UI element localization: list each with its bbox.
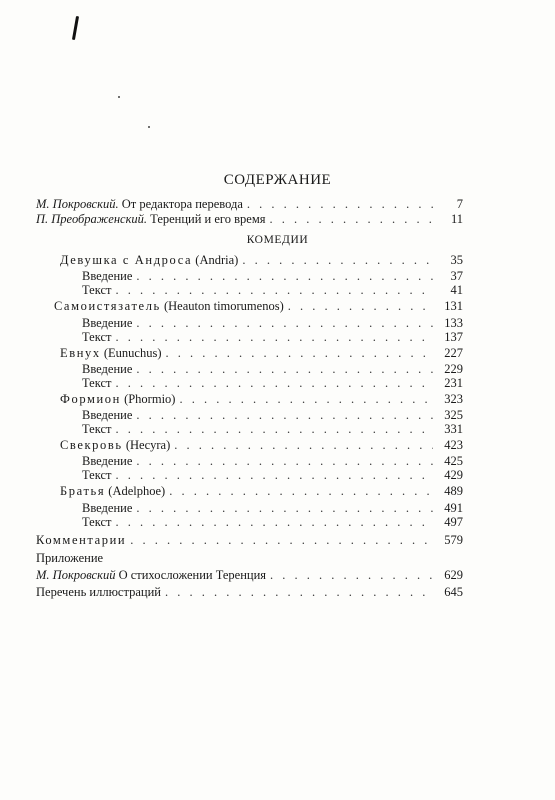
toc-entry-text[interactable] bbox=[82, 514, 463, 530]
appendix-heading: Приложение bbox=[36, 551, 104, 565]
toc-entry-play[interactable] bbox=[54, 298, 463, 314]
toc-entry-text[interactable] bbox=[82, 282, 463, 298]
toc-entry-terence-essay[interactable] bbox=[36, 211, 463, 227]
page-number: 11 bbox=[450, 212, 463, 226]
leader-dots bbox=[270, 567, 433, 583]
page-number: 41 bbox=[450, 283, 463, 297]
section-heading-comedies: КОМЕДИИ bbox=[246, 234, 309, 246]
leader-dots bbox=[269, 211, 433, 227]
page-number: 425 bbox=[444, 454, 463, 468]
page-number: 429 bbox=[444, 468, 463, 482]
leader-dots bbox=[115, 375, 433, 391]
leader-dots bbox=[174, 437, 433, 453]
page-number: 325 bbox=[444, 408, 463, 422]
intro-label: Введение bbox=[82, 501, 133, 515]
entry-author: П. Преображенский. bbox=[36, 212, 148, 226]
leader-dots bbox=[115, 282, 433, 298]
toc-entry-editor-note[interactable] bbox=[36, 196, 463, 212]
handwritten-mark bbox=[72, 16, 79, 40]
leader-dots bbox=[115, 329, 433, 345]
leader-dots bbox=[115, 421, 433, 437]
leader-dots bbox=[288, 298, 433, 314]
toc-entry-text[interactable] bbox=[82, 421, 463, 437]
page-number: 137 bbox=[444, 330, 463, 344]
leader-dots bbox=[130, 532, 433, 548]
print-speck bbox=[118, 96, 120, 98]
illustrations-label: Перечень иллюстраций bbox=[36, 585, 161, 599]
page-number: 331 bbox=[444, 422, 463, 436]
toc-entry-appendix[interactable] bbox=[36, 567, 463, 583]
intro-label: Введение bbox=[82, 316, 133, 330]
page-number: 229 bbox=[444, 362, 463, 376]
leader-dots bbox=[242, 252, 433, 268]
leader-dots bbox=[169, 483, 433, 499]
entry-author: М. Покровский. bbox=[36, 197, 119, 211]
leader-dots bbox=[165, 584, 433, 600]
toc-entry-play[interactable] bbox=[60, 391, 463, 407]
play-latin-title: (Heauton timorumenos) bbox=[163, 299, 284, 313]
page-number: 231 bbox=[444, 376, 463, 390]
page-number: 489 bbox=[444, 484, 463, 498]
toc-entry-play[interactable] bbox=[60, 437, 463, 453]
text-label: Текст bbox=[82, 515, 112, 529]
commentary-label: Комментарии bbox=[36, 533, 127, 547]
play-latin-title: (Hecyra) bbox=[125, 438, 171, 452]
toc-entry-commentary[interactable] bbox=[36, 532, 463, 548]
play-latin-title: (Adelphoe) bbox=[108, 484, 166, 498]
intro-label: Введение bbox=[82, 454, 133, 468]
entry-author: М. Покровский bbox=[36, 568, 116, 582]
page-number: 7 bbox=[456, 197, 463, 211]
text-label: Текст bbox=[82, 330, 112, 344]
page-number: 497 bbox=[444, 515, 463, 529]
intro-label: Введение bbox=[82, 408, 133, 422]
play-title: Братья bbox=[60, 484, 106, 498]
page-number: 37 bbox=[450, 269, 463, 283]
leader-dots bbox=[179, 391, 433, 407]
toc-entry-text[interactable] bbox=[82, 375, 463, 391]
leader-dots bbox=[115, 514, 433, 530]
page-number: 629 bbox=[444, 568, 463, 582]
page-number: 323 bbox=[444, 392, 463, 406]
print-speck bbox=[148, 126, 150, 128]
page-number: 35 bbox=[450, 253, 463, 267]
page-number: 131 bbox=[444, 299, 463, 313]
play-title: Формион bbox=[60, 392, 121, 406]
text-label: Текст bbox=[82, 376, 112, 390]
leader-dots bbox=[115, 467, 433, 483]
play-title: Девушка с Андроса bbox=[60, 253, 193, 267]
page-number: 491 bbox=[444, 501, 463, 515]
entry-title: От редактора перевода bbox=[121, 197, 243, 211]
entry-title: О стихосложении Теренция bbox=[118, 568, 267, 582]
play-title: Свекровь bbox=[60, 438, 123, 452]
toc-entry-play[interactable] bbox=[60, 483, 463, 499]
leader-dots bbox=[247, 196, 433, 212]
toc-entry-illustrations[interactable] bbox=[36, 584, 463, 600]
text-label: Текст bbox=[82, 283, 112, 297]
toc-entry-play[interactable] bbox=[60, 252, 463, 268]
play-latin-title: (Eunuchus) bbox=[103, 346, 162, 360]
page-number: 645 bbox=[444, 585, 463, 599]
intro-label: Введение bbox=[82, 269, 133, 283]
entry-title: Теренций и его время bbox=[150, 212, 266, 226]
intro-label: Введение bbox=[82, 362, 133, 376]
toc-entry-text[interactable] bbox=[82, 467, 463, 483]
play-latin-title: (Andria) bbox=[195, 253, 239, 267]
toc-heading: СОДЕРЖАНИЕ bbox=[223, 172, 332, 188]
play-latin-title: (Phormio) bbox=[124, 392, 176, 406]
page-number: 227 bbox=[444, 346, 463, 360]
page-number: 423 bbox=[444, 438, 463, 452]
toc-entry-play[interactable] bbox=[60, 345, 463, 361]
page-number: 133 bbox=[444, 316, 463, 330]
leader-dots bbox=[165, 345, 433, 361]
page-number: 579 bbox=[444, 533, 463, 547]
text-label: Текст bbox=[82, 422, 112, 436]
toc-entry-text[interactable] bbox=[82, 329, 463, 345]
play-title: Евнух bbox=[60, 346, 101, 360]
text-label: Текст bbox=[82, 468, 112, 482]
play-title: Самоистязатель bbox=[54, 299, 161, 313]
